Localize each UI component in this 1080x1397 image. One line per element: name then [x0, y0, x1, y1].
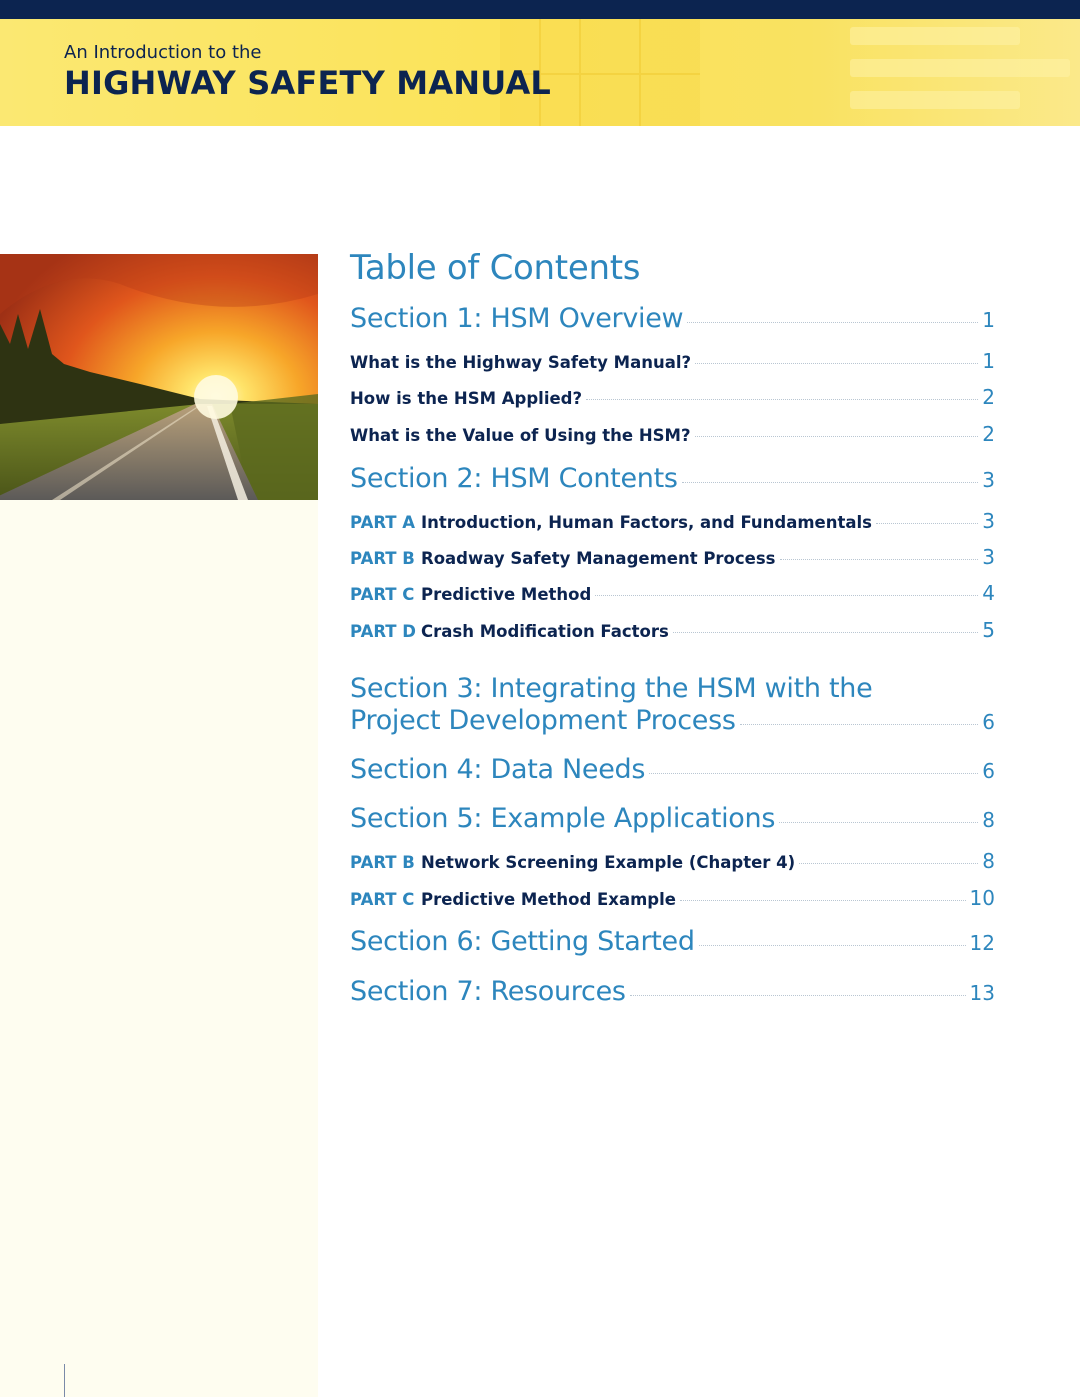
- dot-leader: [687, 322, 978, 323]
- toc-section-4-page: 6: [982, 759, 995, 783]
- toc-item[interactable]: [350, 886, 995, 910]
- toc-section-4-label: Section 4: Data Needs: [350, 754, 646, 785]
- toc-section-5-label: Section 5: Example Applications: [350, 803, 776, 834]
- toc-section-2[interactable]: [350, 463, 995, 494]
- toc-item-label: Predictive Method: [421, 585, 592, 604]
- toc-item[interactable]: [350, 618, 995, 642]
- dot-leader: [876, 523, 978, 524]
- toc-section-5[interactable]: [350, 803, 995, 834]
- toc-section-6-label: Section 6: Getting Started: [350, 926, 695, 957]
- toc-item-label: How is the HSM Applied?: [350, 389, 583, 408]
- toc-section-3-page: 6: [982, 710, 995, 734]
- toc-section-2-label: Section 2: HSM Contents: [350, 463, 678, 494]
- toc-item[interactable]: [350, 545, 995, 569]
- dot-leader: [630, 995, 966, 996]
- toc-heading: Table of Contents: [350, 248, 641, 288]
- dot-leader: [695, 363, 978, 364]
- dot-leader: [699, 945, 966, 946]
- toc-section-7-page: 13: [969, 981, 995, 1005]
- toc-item-page: 8: [982, 849, 995, 873]
- page-gutter-line: [64, 1364, 65, 1397]
- toc-item-page: 2: [982, 385, 995, 409]
- sunset-road-photo: [0, 254, 318, 500]
- dot-leader: [673, 632, 978, 633]
- dot-leader: [740, 724, 979, 725]
- toc-item-page: 4: [982, 581, 995, 605]
- toc-item-page: 2: [982, 422, 995, 446]
- dot-leader: [649, 773, 978, 774]
- top-navy-bar: [0, 0, 1080, 19]
- dot-leader: [586, 399, 978, 400]
- toc-item-page: 5: [982, 618, 995, 642]
- toc-item[interactable]: [350, 849, 995, 873]
- toc-section-7[interactable]: [350, 976, 995, 1007]
- toc-section-1-label: Section 1: HSM Overview: [350, 303, 684, 334]
- toc-item-page: 1: [982, 349, 995, 373]
- toc-section-4[interactable]: [350, 754, 995, 785]
- toc-item[interactable]: [350, 349, 995, 373]
- toc-section-5-page: 8: [982, 808, 995, 832]
- toc-item-part: PART C: [350, 890, 415, 909]
- toc-item-part: PART A: [350, 513, 416, 532]
- toc-item-page: 3: [982, 509, 995, 533]
- toc-section-6[interactable]: [350, 926, 995, 957]
- toc-section-1[interactable]: [350, 303, 995, 334]
- toc-item-part: PART B: [350, 549, 415, 568]
- header-subtitle: An Introduction to the: [64, 42, 262, 63]
- dot-leader: [682, 482, 979, 483]
- toc-item-label: Crash Modification Factors: [421, 622, 669, 641]
- dot-leader: [779, 822, 978, 823]
- toc-section-3-label-line1[interactable]: Section 3: Integrating the HSM with the: [350, 673, 873, 704]
- dot-leader: [799, 863, 978, 864]
- toc-section-3-label-line2: Project Development Process: [350, 705, 736, 736]
- dot-leader: [780, 559, 979, 560]
- dot-leader: [595, 595, 978, 596]
- toc-item-label: Roadway Safety Management Process: [421, 549, 776, 568]
- header-title: HIGHWAY SAFETY MANUAL: [64, 64, 552, 102]
- toc-section-2-page: 3: [982, 468, 995, 492]
- toc-section-6-page: 12: [969, 931, 995, 955]
- toc-item-part: PART C: [350, 585, 415, 604]
- toc-item-label: Introduction, Human Factors, and Fundamentals: [421, 513, 872, 532]
- toc-item[interactable]: [350, 422, 995, 446]
- toc-item-label: What is the Highway Safety Manual?: [350, 353, 692, 372]
- toc-item-label: Network Screening Example (Chapter 4): [421, 853, 796, 872]
- toc-item[interactable]: [350, 509, 995, 533]
- dot-leader: [695, 436, 979, 437]
- toc-section-3[interactable]: [350, 705, 995, 736]
- dot-leader: [680, 900, 966, 901]
- header-banner: [0, 19, 1080, 126]
- toc-item-page: 10: [969, 886, 995, 910]
- toc-section-7-label: Section 7: Resources: [350, 976, 626, 1007]
- toc-item-part: PART B: [350, 853, 415, 872]
- left-sidebar-panel: [0, 500, 318, 1397]
- toc-item[interactable]: [350, 385, 995, 409]
- toc-item-page: 3: [982, 545, 995, 569]
- toc-item-label: What is the Value of Using the HSM?: [350, 426, 691, 445]
- toc-section-1-page: 1: [982, 308, 995, 332]
- toc-item-part: PART D: [350, 622, 417, 641]
- toc-item[interactable]: [350, 581, 995, 605]
- toc-item-label: Predictive Method Example: [421, 890, 676, 909]
